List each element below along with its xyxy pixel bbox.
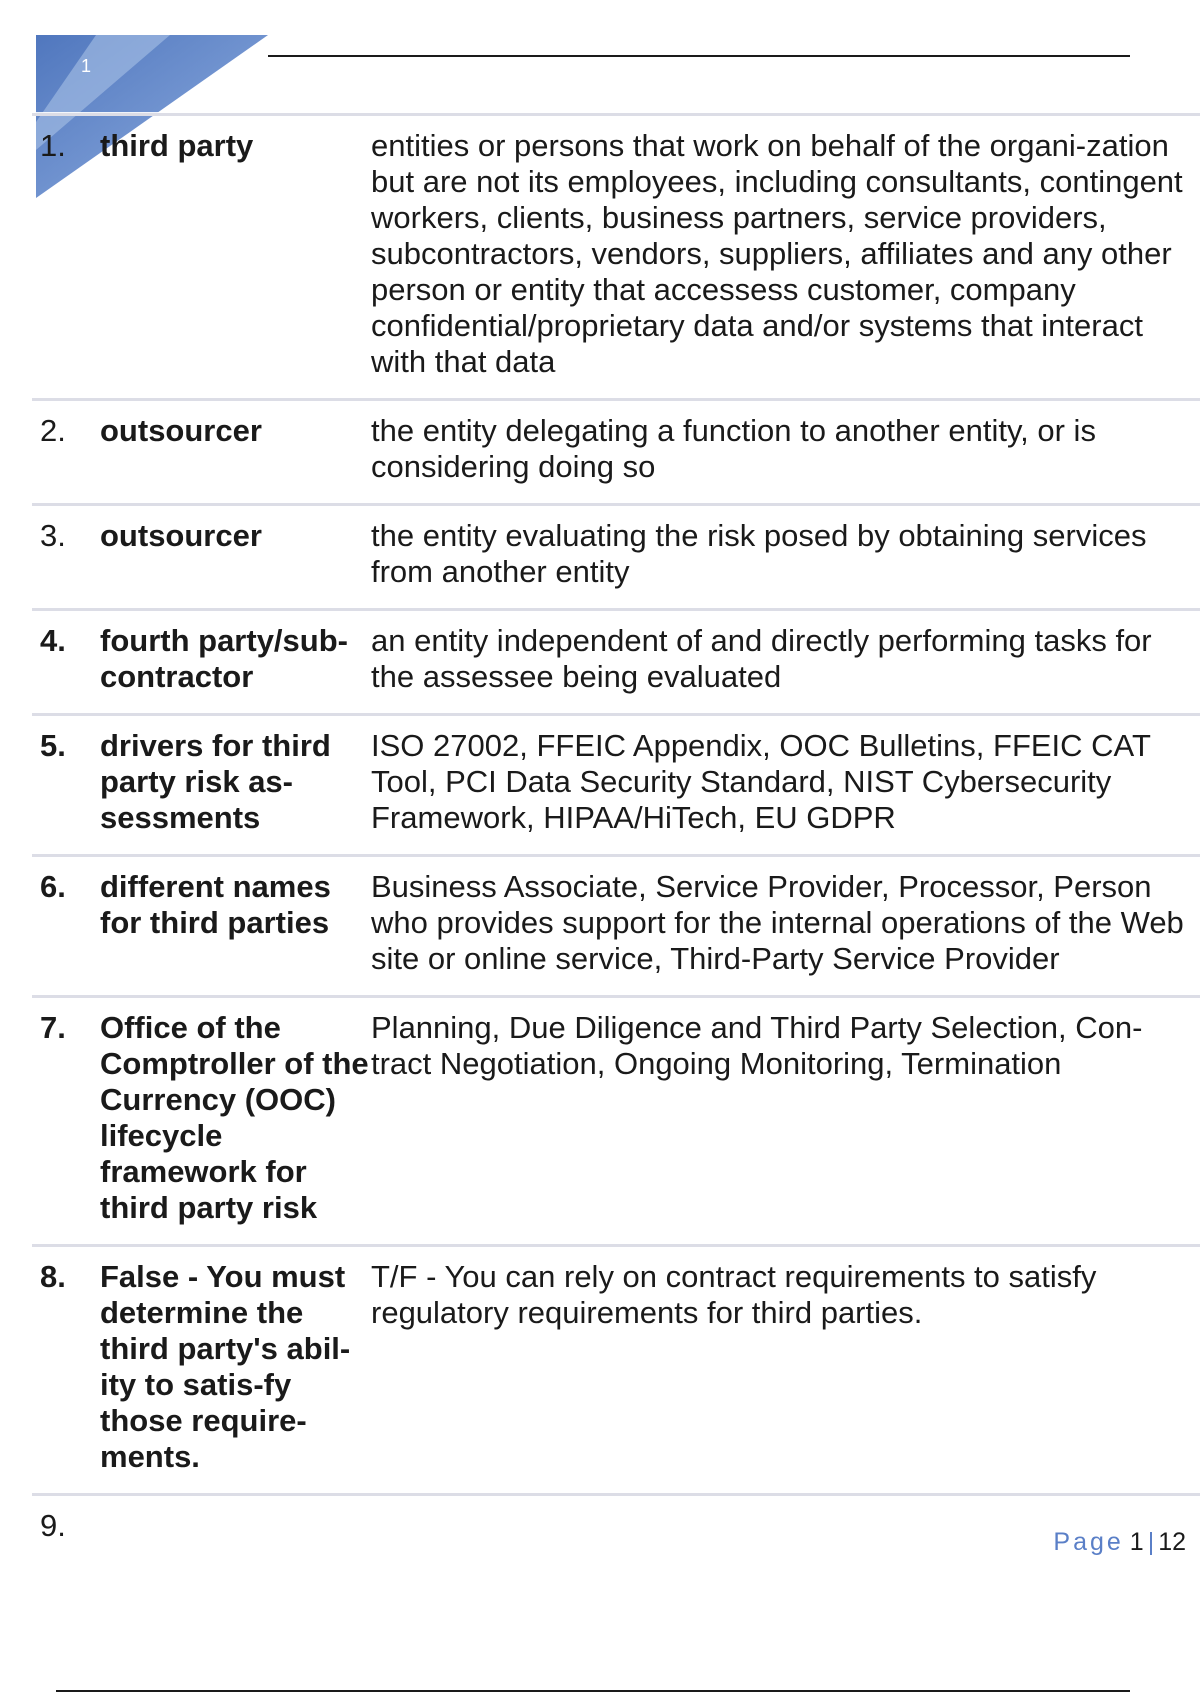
corner-number: 1	[80, 56, 91, 76]
item-term: False - You must determine the third party's abil-ity to satis-fy those require-ments.	[100, 1259, 351, 1474]
item-number: 1.	[40, 128, 66, 163]
page-word: Page	[1053, 1528, 1124, 1556]
item-definition: an entity independent of and directly performing tasks for the assessee being evaluated	[371, 623, 1152, 694]
item-number: 7.	[40, 1010, 66, 1045]
header-rule	[268, 55, 1130, 57]
item-term: drivers for third party risk as-sessments	[100, 728, 331, 835]
item-term: different names for third parties	[100, 869, 331, 940]
item-number: 8.	[40, 1259, 66, 1294]
item-term: Office of the Comptroller of the Currency (OOC) lifecycle framework for third party risk	[100, 1010, 369, 1225]
item-definition: ISO 27002, FFEIC Appendix, OOC Bulletins, FFEIC CAT Tool, PCI Data Security Standard, NIST Cybersecurity Framework, HIPAA/HiTech, EU GDPR	[371, 728, 1151, 835]
item-term: outsourcer	[100, 413, 262, 448]
item-number: 5.	[40, 728, 66, 763]
item-term	[100, 1508, 370, 1544]
item-definition: the entity delegating a function to another entity, or is considering doing so	[371, 413, 1096, 484]
table-row	[32, 113, 1200, 398]
item-term: third party	[100, 128, 254, 163]
item-number: 4.	[40, 623, 66, 658]
page-footer	[1053, 1528, 1186, 1557]
item-number: 3.	[40, 518, 66, 553]
flashcard-table	[32, 113, 1200, 1562]
footer-rule	[56, 1690, 1130, 1692]
table-row	[32, 713, 1200, 854]
table-row	[32, 854, 1200, 995]
page-separator: |	[1147, 1528, 1155, 1556]
table-row	[32, 1244, 1200, 1493]
item-definition: Business Associate, Service Provider, Processor, Person who provides support for the internal operations of the Web site or online service, Third-Party Service Provider	[371, 869, 1184, 976]
item-number: 9.	[40, 1508, 66, 1543]
table-row	[32, 608, 1200, 713]
table-row	[32, 503, 1200, 608]
table-row	[32, 1493, 1200, 1562]
item-definition: entities or persons that work on behalf of the organi-zation but are not its employees, including consultants, contingent workers, clients, business partners, service providers, subcontractors, vendors, suppliers, affiliates and any other person or entity that accessess customer, company confidential/proprietary data and/or systems that interact with that data	[371, 128, 1183, 379]
page-current: 1	[1129, 1528, 1144, 1556]
table-row	[32, 398, 1200, 503]
item-definition: T/F - You can rely on contract requirements to satisfy regulatory requirements for third parties.	[371, 1259, 1097, 1330]
item-definition: Planning, Due Diligence and Third Party Selection, Con-tract Negotiation, Ongoing Monitoring, Termination	[371, 1010, 1143, 1081]
page-total: 12	[1158, 1528, 1186, 1556]
item-number: 6.	[40, 869, 66, 904]
item-term: fourth party/sub-contractor	[100, 623, 348, 694]
item-number: 2.	[40, 413, 66, 448]
item-term: outsourcer	[100, 518, 262, 553]
table-row	[32, 995, 1200, 1244]
item-definition: the entity evaluating the risk posed by obtaining services from another entity	[371, 518, 1147, 589]
